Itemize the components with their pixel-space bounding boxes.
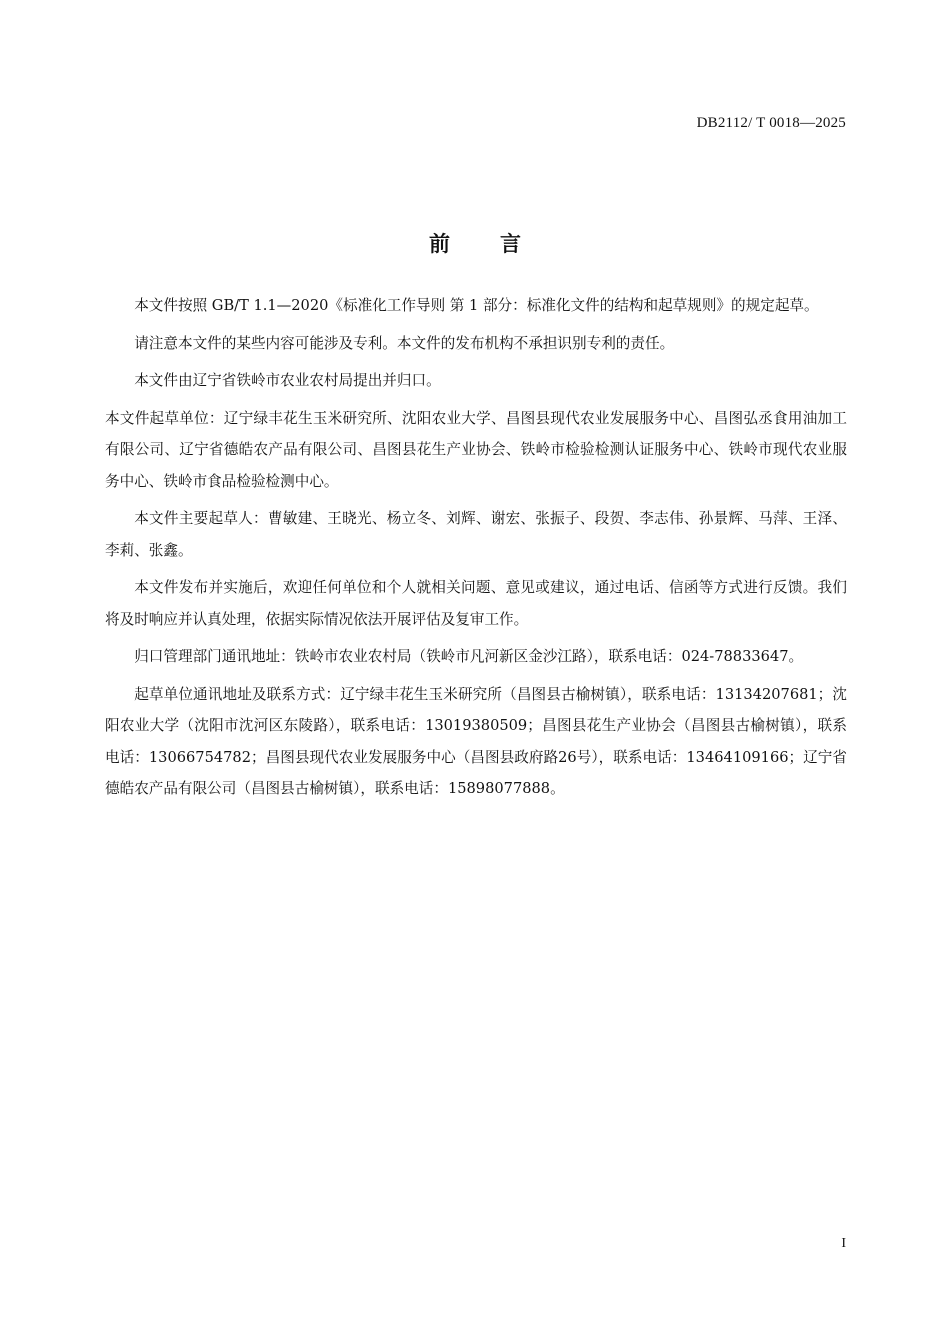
title-char-2: 言	[500, 232, 521, 256]
title-char-1: 前	[429, 232, 450, 256]
foreword-body	[105, 290, 847, 811]
paragraph-feedback: 本文件发布并实施后，欢迎任何单位和个人就相关问题、意见或建议，通过电话、信函等方式进行反馈。我们将及时响应并认真处理，依据实际情况依法开展评估及复审工作。	[105, 579, 847, 628]
paragraph-drafters: 本文件主要起草人：曹敏建、王晓光、杨立冬、刘辉、谢宏、张振子、段贺、李志伟、孙景辉、马萍、王泽、李莉、张鑫。	[105, 510, 847, 559]
page-number: I	[841, 1236, 846, 1251]
paragraph-admin-address: 归口管理部门通讯地址：铁岭市农业农村局（铁岭市凡河新区金沙江路），联系电话：024-78833647。	[134, 648, 804, 665]
paragraph-drafting-rules: 本文件按照 GB/T 1.1—2020《标准化工作导则 第 1 部分：标准化文件的结构和起草规则》的规定起草。	[134, 297, 819, 314]
document-code: DB2112/ T 0018—2025	[696, 115, 846, 131]
paragraph-drafting-units: 本文件起草单位：辽宁绿丰花生玉米研究所、沈阳农业大学、昌图县现代农业发展服务中心、昌图弘丞食用油加工有限公司、辽宁省德皓农产品有限公司、昌图县花生产业协会、铁岭市检验检测认证服务中心、铁岭市现代农业服务中心、铁岭市食品检验检测中心。	[105, 409, 847, 490]
paragraph-contact-info: 起草单位通讯地址及联系方式：辽宁绿丰花生玉米研究所（昌图县古榆树镇），联系电话：13134207681；沈阳农业大学（沈阳市沈河区东陵路），联系电话：13019380509；昌图县花生产业协会（昌图县古榆树镇），联系电话：13066754782；昌图县现代农业发展服务中心（昌图县政府路26号），联系电话：13464109166；辽宁省德皓农产品有限公司（昌图县古榆树镇），联系电话：15898077888。	[105, 685, 847, 797]
paragraph-patent-notice: 请注意本文件的某些内容可能涉及专利。本文件的发布机构不承担识别专利的责任。	[134, 334, 675, 352]
page-title	[0, 228, 950, 258]
paragraph-proposer: 本文件由辽宁省铁岭市农业农村局提出并归口。	[134, 372, 441, 389]
